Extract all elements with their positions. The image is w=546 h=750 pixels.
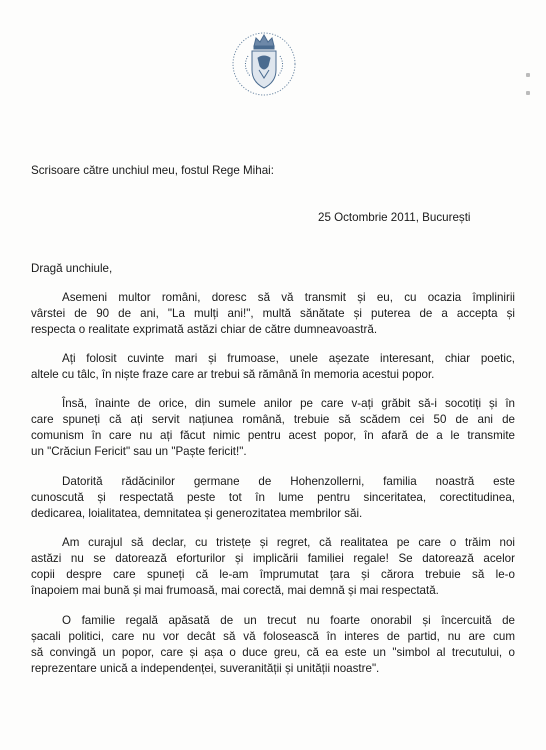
paragraph-line: vârstei de 90 de ani, "La mulți ani!", multă sănătate și puterea de a accepta și — [31, 307, 515, 320]
paragraph-line: comunism în care nu ați făcut nimic pentru acest popor, în afară de a le transmite — [31, 429, 515, 442]
paragraph-line: Însă, înainte de orice, din sumele anilor pe care v-ați grăbit să-i socotiți și în — [62, 397, 515, 410]
paragraph-line: reprezentare unică a independenței, suveranității și unității noastre". — [31, 662, 380, 675]
paragraph-line: care spuneți că ați servit națiunea română, trebuie să scădem cei 50 de ani de — [31, 413, 515, 426]
paragraph-line: Am curajul să declar, cu tristețe și regret, că realitatea pe care o trăim noi — [62, 536, 515, 549]
royal-crest-icon — [228, 26, 300, 98]
paragraph-line: un "Crăciun Fericit" sau un "Paște fericit!". — [31, 445, 247, 458]
letter-heading: Scrisoare către unchiul meu, fostul Rege Mihai: — [31, 164, 274, 177]
paragraph-line: Ați folosit cuvinte mari și frumoase, unele așezate interesant, chiar poetic, — [62, 352, 515, 365]
paragraph-line: Asemeni multor români, doresc să vă transmit și eu, cu ocazia împlinirii — [62, 291, 515, 304]
paragraph-line: să convingă un popor, care și așa o duce greu, că ea este un "simbol al trecutului, o — [31, 646, 515, 659]
paragraph-line: șacali politici, care nu vor decât să vă folosească în interes de partid, nu are cum — [31, 630, 515, 643]
paragraph-line: respecta o realitate exprimată astăzi chiar de către dumneavoastră. — [31, 323, 378, 336]
margin-mark — [526, 73, 530, 77]
margin-mark — [526, 91, 530, 95]
paragraph-line: altele cu tâlc, în niște fraze care ar trebui să rămână în memoria acestui popor. — [31, 368, 435, 381]
paragraph-line: Datorită rădăcinilor germane de Hohenzollerni, familia noastră este — [62, 475, 515, 488]
paragraph-line: cunoscută și respectată peste tot în lume pentru sinceritatea, corectitudinea, — [31, 491, 515, 504]
paragraph-line: O familie regală apăsată de un trecut nu foarte onorabil și încercuită de — [62, 614, 515, 627]
paragraph-line: copii despre care spuneți că le-am împrumutat țara și cărora trebuie să le-o — [31, 568, 515, 581]
paragraph-line: înapoiem mai bună și mai frumoasă, mai corectă, mai demnă și mai respectată. — [31, 584, 439, 597]
paragraph-line: dedicarea, loialitatea, demnitatea și generozitatea membrilor săi. — [31, 507, 363, 520]
date-place: 25 Octombrie 2011, București — [318, 211, 471, 224]
greeting: Dragă unchiule, — [31, 262, 113, 275]
paragraph-line: astăzi nu se datorează eforturilor și implicării familiei regale! Se datorează acelor — [31, 552, 515, 565]
